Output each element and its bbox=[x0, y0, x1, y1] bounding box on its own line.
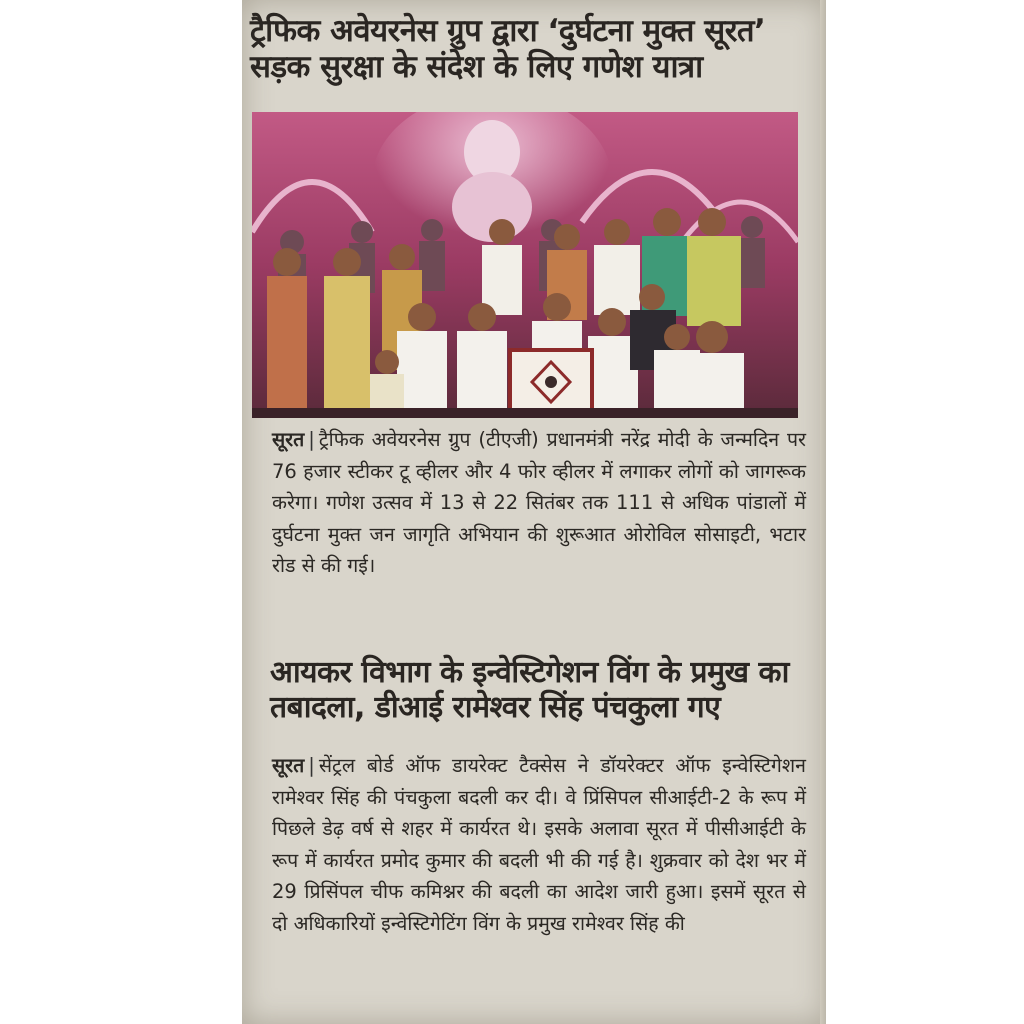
story2-dateline: सूरत bbox=[272, 754, 305, 777]
group-photo bbox=[252, 112, 798, 418]
story2-body bbox=[272, 750, 806, 939]
dateline-separator: | bbox=[308, 428, 315, 451]
story1-text: ट्रैफिक अवेयरनेस ग्रुप (टीएजी) प्रधानमंत्री नरेंद्र मोदी के जन्मदिन पर 76 हजार स्टीकर टू व्हीलर और 4 फोर व्हीलर में लगाकर लोगों को जागरूक करेगा। गणेश उत्सव में 13 से 22 सितंबर तक 111 से अधिक पांडालों में दुर्घटना मुक्त जन जागृति अभियान की शुरूआत ओरोविल सोसाइटी, भटार रोड से की गई। bbox=[272, 428, 806, 577]
dateline-separator: | bbox=[308, 754, 315, 777]
story2-headline: आयकर विभाग के इन्वेस्टिगेशन विंग के प्रमुख का तबादला, डीआई रामेश्वर सिंह पंचकुला गए bbox=[270, 655, 789, 725]
paper-edge bbox=[820, 0, 826, 1024]
group-photo-image bbox=[252, 112, 798, 418]
story1-headline: ट्रैफिक अवेयरनेस ग्रुप द्वारा ‘दुर्घटना मुक्त सूरत’ सड़क सुरक्षा के संदेश के लिए गणेश यात्रा bbox=[250, 13, 766, 85]
story1-body bbox=[272, 424, 806, 582]
story1-dateline: सूरत bbox=[272, 428, 305, 451]
story2-text: सेंट्रल बोर्ड ऑफ डायरेक्ट टैक्सेस ने डॉयरेक्टर ऑफ इन्वेस्टिगेशन रामेश्वर सिंह की पंचकुला बदली कर दी। वे प्रिंसिपल सीआईटी-2 के रूप में पिछले डेढ़ वर्ष से शहर में कार्यरत थे। इसके अलावा सूरत में पीसीआईटी के रूप में कार्यरत प्रमोद कुमार की बदली भी की गई है। शुक्रवार को देश भर में 29 प्रिसिंपल चीफ कमिश्नर की बदली का आदेश जारी हुआ। इसमें सूरत से दो अधिकारियों इन्वेस्टिगेटिंग विंग के प्रमुख रामेश्वर सिंह की bbox=[272, 754, 806, 935]
